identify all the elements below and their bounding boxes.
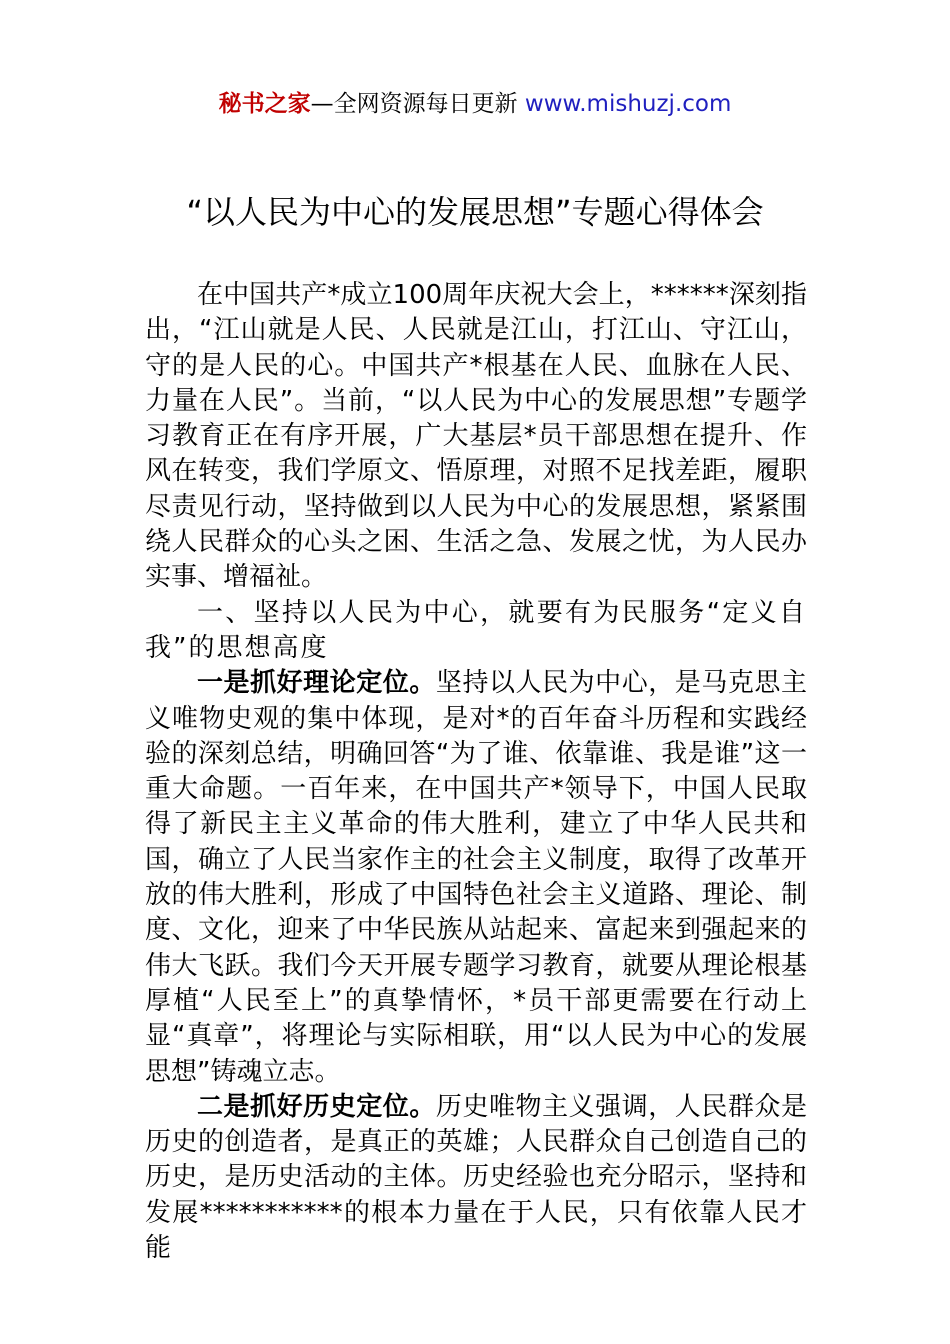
paragraph-lead: 二是抓好历史定位。 xyxy=(197,1091,436,1122)
paragraph-text: 在中国共产*成立100周年庆祝大会上，******深刻指出，“江山就是人民、人民就是江山，打江山、守江山，守的是人民的心。中国共产*根基在人民、血脉在人民、力量在人民”。当前，“以人民为中心的发展思想”专题学习教育正在有序开展，广大基层*员干部思想在提升、作风在转变，我们学原文、悟原理，对照不足找差距，履职尽责见行动，坚持做到以人民为中心的发展思想，紧紧围绕人民群众的心头之困、生活之急、发展之忧，为人民办实事、增福祉。 xyxy=(145,280,807,593)
section-heading-text: 一、坚持以人民为中心，就要有为民服务“定义自我”的思想高度 xyxy=(145,597,807,663)
paragraph-text: 历史唯物主义强调，人民群众是历史的创造者，是真正的英雄；人民群众自己创造自己的历史，是历史活动的主体。历史经验也充分昭示，坚持和发展***********的根本力量在于人民，只有依靠人民才能 xyxy=(145,1091,807,1264)
paragraph-lead: 一是抓好理论定位。 xyxy=(197,668,436,699)
document-title: “以人民为中心的发展思想”专题心得体会 xyxy=(186,193,764,231)
site-brand: 秘书之家 xyxy=(218,91,311,117)
paragraph-theory xyxy=(145,666,807,1090)
site-header xyxy=(0,88,950,120)
site-url-link[interactable]: www.mishuzj.com xyxy=(524,91,732,117)
paragraph-intro xyxy=(145,278,807,596)
site-tagline: —全网资源每日更新 xyxy=(310,91,525,117)
paragraph-history xyxy=(145,1090,807,1266)
paragraph-text: 坚持以人民为中心，是马克思主义唯物史观的集中体现，是对*的百年奋斗历程和实践经验的深刻总结，明确回答“为了谁、依靠谁、我是谁”这一重大命题。一百年来，在中国共产*领导下，中国人民取得了新民主主义革命的伟大胜利，建立了中华人民共和国，确立了人民当家作主的社会主义制度，取得了改革开放的伟大胜利，形成了中国特色社会主义道路、理论、制度、文化，迎来了中华民族从站起来、富起来到强起来的伟大飞跃。我们今天开展专题学习教育，就要从理论根基厚植“人民至上”的真挚情怀，*员干部更需要在行动上显“真章”，将理论与实际相联，用“以人民为中心的发展思想”铸魂立志。 xyxy=(145,668,807,1087)
section-heading-1 xyxy=(145,596,807,667)
document-body xyxy=(145,278,807,1266)
